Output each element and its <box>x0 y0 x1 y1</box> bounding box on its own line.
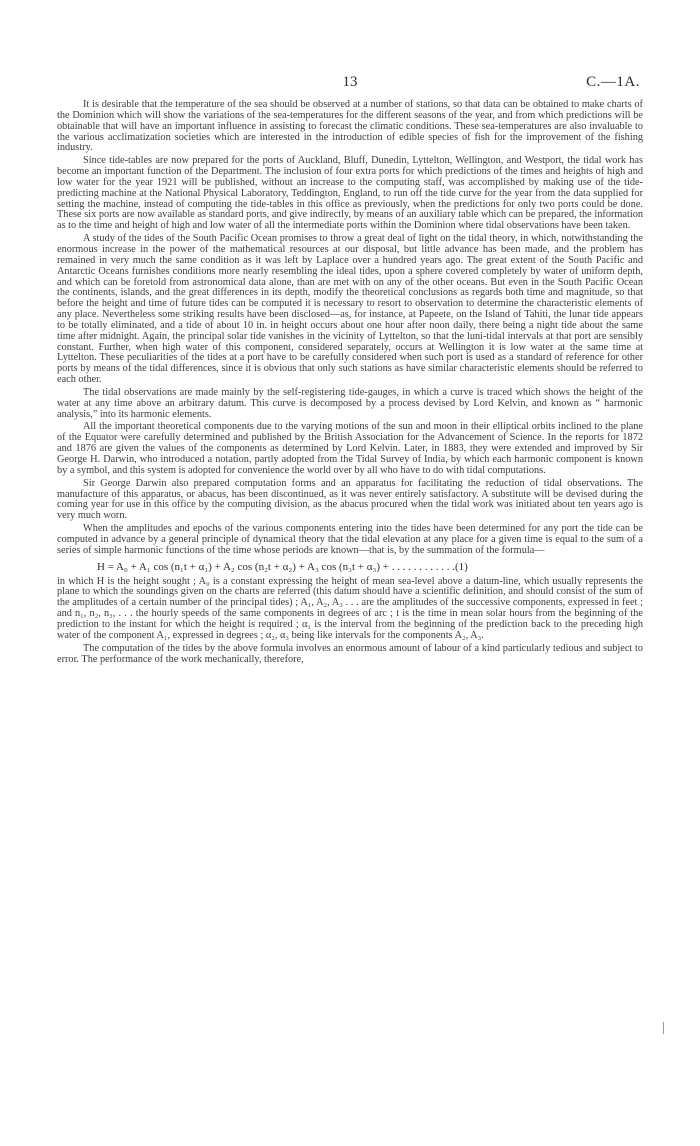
paragraph-theoretical-components: All the important theoretical components due to the varying motions of the sun and moon in their elliptical orbits inclined to the plane of the Equator were carefully determined and published by the British Association for the Advancement of Science. In the reports for 1872 and 1876 are given the values of the components as determined by Lord Kelvin. Later, in 1883, they were extended and improved by Sir George H. Darwin, who introduced a notation, partly adopted from the Tidal Survey of India, by which each harmonic component is known by a symbol, and this system is adopted for convenience the world over by all who have to do with tidal computations. <box>57 421 643 476</box>
paragraph-sea-temperature: It is desirable that the temperature of the sea should be observed at a number of stations, so that data can be obtained to make charts of the Dominion which will show the variations of the sea-temperatures for the different seasons of the year, and from which predictions will be obtainable that will have an important influence in assisting to forecast the climatic conditions. These sea-temperatures are also invaluable to the various acclimatization societies which are interested in the introduction of edible species of fish for the improvement of the fishing industry. <box>57 99 643 154</box>
paragraph-harmonic-prediction: When the amplitudes and epochs of the various components entering into the tides have been determined for any port the tide can be computed in advance by a general principle of dynamical theory that the tidal elevation at any place for a given time is equal to the sum of a series of simple harmonic functions of the time whose periods are known—that is, by the summation of the formula— <box>57 523 643 556</box>
paragraph-formula-explanation: in which H is the height sought ; A₀ is a constant expressing the height of mean sea-level above a datum-line, which usually represents the plane to which the soundings given on the charts are referred (this datum should have a scientific definition, and should consist of the sum of the amplitudes of a certain number of the principal tides) ; A₁, A₂, A₃ . . . are the amplitudes of the successive components, expressed in feet ; and n₁, n₂, n₃, . . . the hourly speeds of the same components in degrees of arc ; t is the time in mean solar hours from the beginning of the prediction to the instant for which the height is required ; α₁ is the interval from the beginning of the prediction back to the preceding high water of the component A₁, expressed in degrees ; α₂, α₃ being like intervals for the components A₂, A₃. <box>57 575 643 641</box>
document-reference: C.—1A. <box>586 74 640 90</box>
paragraph-tidal-observations: The tidal observations are made mainly by the self-registering tide-gauges, in which a curve is traced which shows the height of the water at any time above an arbitrary datum. This curve is decomposed by a process devised by Lord Kelvin, and known as “ harmonic analysis,” into its harmonic elements. <box>57 386 643 420</box>
tide-formula: H = A₀ + A₁ cos (n₁t + α₁) + A₂ cos (n₂t + α₂) + A₃ cos (n₃t + α₃) + . . . . . . . . . . . .(1) <box>97 560 468 573</box>
paragraph-tide-tables: Since tide-tables are now prepared for the ports of Auckland, Bluff, Dunedin, Lyttelton, Wellington, and Westport, the tidal work has become an important function of the Department. The inclusion of four extra ports for which predictions of the times and heights of high and low water for the year 1921 will be published, without an increase to the computing staff, was accomplished by making use of the tide-predicting machine at the National Physical Laboratory, Teddington, England, to run off the tide curve for the year from the data supplied for setting the machine, instead of computing the tide-tables in this office as previously, when the predictions for only two ports could be done. These six ports are now available as standard ports, and give indirectly, by means of an auxiliary table which can be prepared, the information as to the time and height of high and low water of all the intermediate ports within the Dominion where tidal observations have been taken. <box>57 155 643 232</box>
paragraph-computation: The computation of the tides by the above formula involves an enormous amount of labour of a kind particularly tedious and subject to error. The performance of the work mechanically, therefore, <box>57 642 643 665</box>
page-header <box>0 74 700 96</box>
paragraph-abacus: Sir George Darwin also prepared computation forms and an apparatus for facilitating the reduction of tidal observations. The manufacture of this apparatus, or abacus, has been discontinued, as it was never entirely satisfactory. A substitute will be devised during the coming year for use in this office by the computing division, as the abacus procured when the tidal work was initiated about ten years ago is very much worn. <box>57 477 643 522</box>
page-number: 13 <box>342 74 358 90</box>
paragraph-south-pacific-tides: A study of the tides of the South Pacific Ocean promises to throw a great deal of light on the tidal theory, in which, notwithstanding the enormous increase in the power of the mathematical resources at our disposal, but little advance has been made, and the problem has remained in very much the same condition as it was left by Laplace over a hundred years ago. The great extent of the South Pacific and Antarctic Oceans furnishes conditions more nearly resembling the ideal tides, upon a sphere covered completely by water of uniform depth, and which can be foretold from astronomical data alone, than are met with on any of the other oceans. But even in the South Pacific Ocean the continents, islands, and the great differences in its depth, modify the theoretical conclusions as regards both time and magnitude, so that before the height and time of future tides can be computed it is necessary to resort to observation to determine the characteristic elements of any place. Nevertheless some striking results have been disclosed—as, for instance, at Papeete, on the Island of Tahiti, the lunar tide appears to be totally eliminated, and a tide of about 10 in. in height occurs about one hour after noon daily, there being a night tide about the same time after midnight. Again, the principal solar tide vanishes in the vicinity of Lyttelton, so that the luni-tidal intervals at that port are sensibly constant. Further, when high water of this component, considered separately, occurs at Wellington it is low water at the same time at Lyttelton. These peculiarities of the tides at a port have to be carefully considered when such port is used as a standard of reference for other ports by means of the tidal differences, since it is obvious that only such stations as have similar characteristic elements should be referred to each other. <box>57 233 643 386</box>
body-text <box>57 100 643 667</box>
margin-mark <box>663 1022 664 1034</box>
